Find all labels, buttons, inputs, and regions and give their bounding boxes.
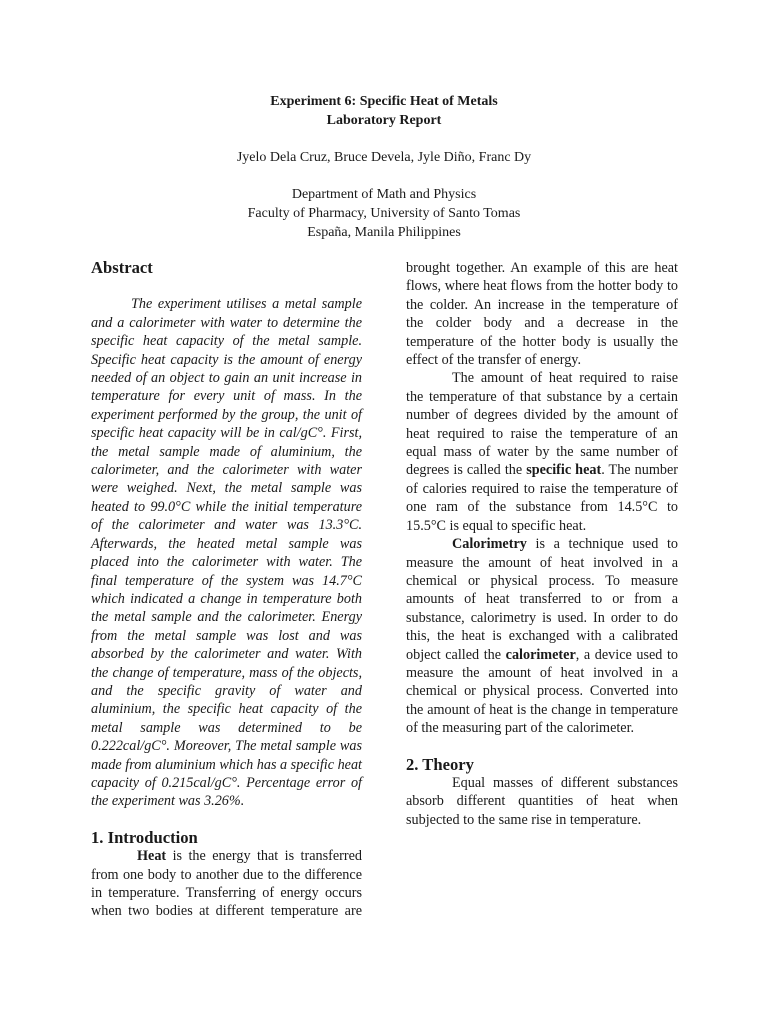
introduction-heading: 1. Introduction [91,827,198,847]
affiliation-line-2: Faculty of Pharmacy, University of Santo Tomas [247,206,521,221]
affiliation-line-1: Department of Math and Physics [291,187,477,202]
term-calorimetry: Calorimetry [452,536,527,553]
introduction-paragraph-2-end: . The number of calories required to raise the temperature of one ram of the substance from 14.5°C to 15.5°C is equal to specific heat. [406,462,679,534]
introduction-paragraph-3 [406,535,678,737]
theory-paragraph-1: Equal masses of different substances absorb different quantities of heat when subjected to the same rise in temperature. [406,774,678,828]
term-calorimeter: calorimeter [505,646,576,663]
introduction-paragraph-1-text: is the energy that is transferred from one body to another due to the difference in temperature. Transferring of energy occurs when two bodies at different temperature are [91,848,362,920]
term-heat: Heat [137,848,167,865]
introduction-paragraph-2-start: The amount of heat required to raise the temperature of that substance by a certain number of degrees divided by the amount of heat required to raise the temperature of an equal mass of water by the same number of degrees is called the [406,370,678,479]
right-column [406,259,678,829]
paper-title-line-1: Experiment 6: Specific Heat of Metals [270,94,498,109]
introduction-paragraph-3-end: , a device used to measure the amount of heat involved in a chemical or physical process. Converted into the amount of heat is the change in temperature of the measuring part of the calorimeter. [406,646,679,737]
term-specific-heat: specific heat [526,462,602,479]
author-list: Jyelo Dela Cruz, Bruce Devela, Jyle Diño, Franc Dy [236,150,532,165]
paper-header [0,92,768,242]
abstract-heading: Abstract [91,258,153,277]
paper-title-line-2: Laboratory Report [326,113,442,128]
introduction-paragraph-1 [91,847,362,921]
introduction-paragraph-3-mid: is a technique used to measure the amount of heat involved in a chemical or physical process. To measure amounts of heat transferred to or from a substance, calorimetry is used. In order to do this, the heat is exchanged with a calibrated object called the [406,536,678,663]
introduction-paragraph-1-continued: brought together. An example of this are heat flows, where heat flows from the hotter body to the colder. An increase in the temperature of the colder body and a decrease in the temperature of the hotter body is usually the effect of the transfer of energy. [406,260,678,369]
introduction-paragraph-2 [406,369,678,535]
affiliation-line-3: España, Manila Philippines [307,225,461,240]
theory-heading: 2. Theory [406,754,474,774]
left-column [91,259,362,921]
abstract-body: The experiment utilises a metal sample and a calorimeter with water to determine the specific heat capacity of the metal sample. Specific heat capacity is the amount of energy needed of an object to gain an unit increase in temperature for every unit of mass. In the experiment performed by the group, the unit of specific heat capacity will be in cal/gC°. First, the metal sample made of aluminium, the calorimeter, and the calorimeter with water were weighed. Next, the metal sample was heated to 99.0°C while the initial temperature of the calorimeter and water was 13.3°C. Afterwards, the heated metal sample was placed into the calorimeter with water. The final temperature of the system was 14.7°C which indicated a change in temperature both the metal sample and the calorimeter. Energy from the metal sample was lost and was absorbed by the calorimeter and water. With the change of temperature, mass of the objects, and the specific gravity of water and aluminium, the specific heat capacity of the metal sample was determined to be 0.222cal/gC°. Moreover, The metal sample was made from aluminium which has a specific heat capacity of 0.215cal/gC°. Percentage error of the experiment was 3.26%. [91,296,362,810]
